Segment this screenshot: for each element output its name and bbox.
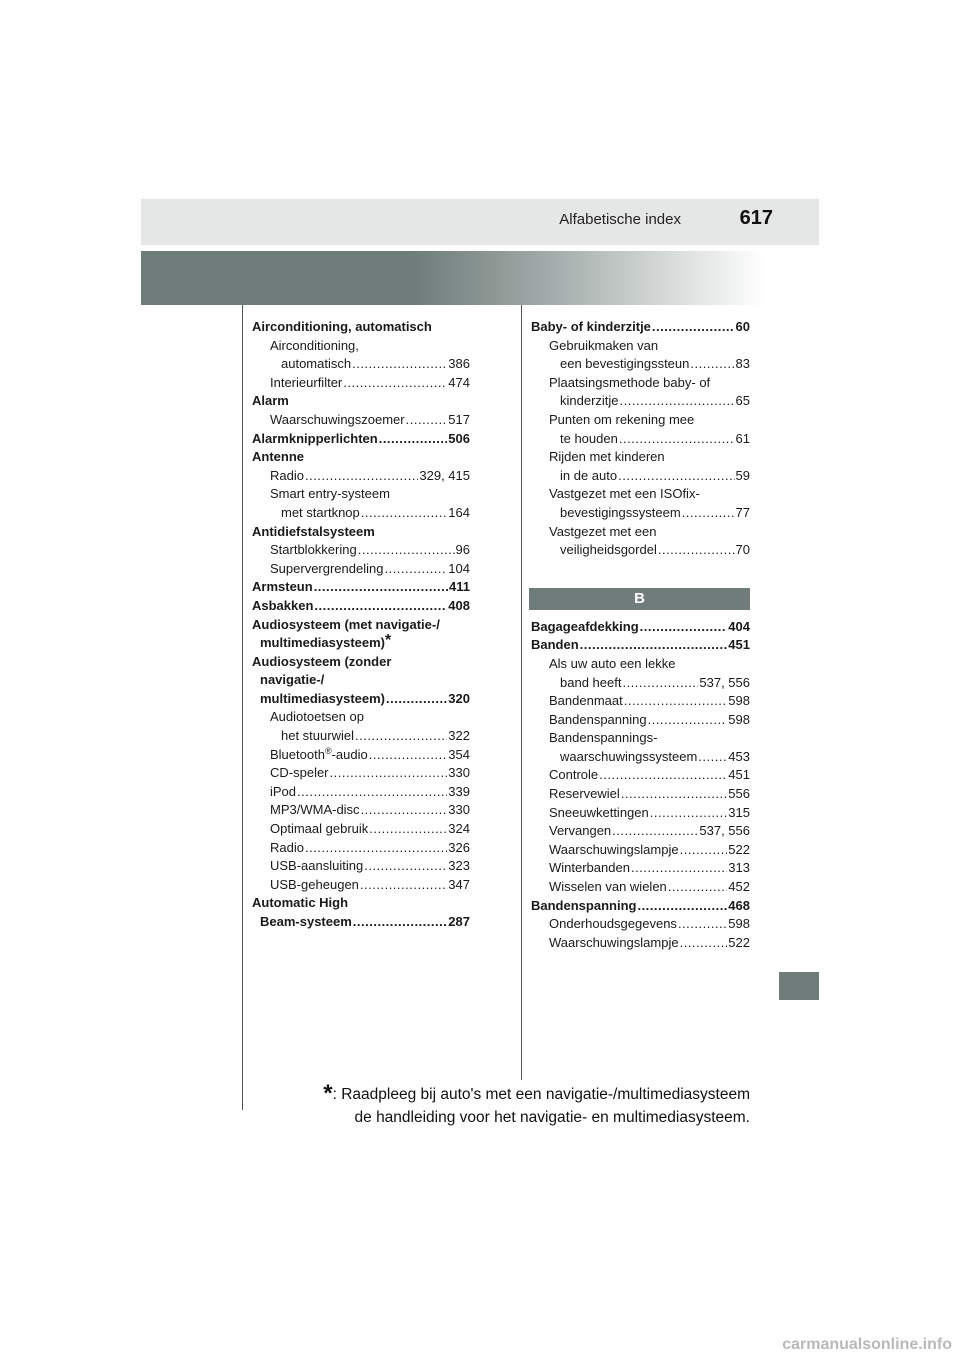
- dot-leader: [690, 355, 734, 374]
- dot-leader: [599, 766, 727, 785]
- index-entry: [531, 934, 750, 953]
- entry-label: Reservewiel: [549, 786, 620, 802]
- dot-leader: [680, 934, 728, 953]
- index-heading: Airconditioning,: [270, 337, 359, 353]
- entry-label: Interieurfilter: [270, 374, 343, 390]
- dot-leader: [330, 764, 448, 783]
- entry-page: 324: [448, 821, 470, 837]
- entry-label: waarschuwingssysteem: [560, 748, 698, 764]
- index-entry: [531, 878, 750, 897]
- index-heading: Audiosysteem (met navigatie-/: [252, 616, 440, 632]
- entry-page: 556: [728, 786, 750, 802]
- entry-label: Wisselen van wielen: [549, 879, 667, 895]
- index-entry: [531, 859, 750, 878]
- index-group-b: [531, 618, 750, 953]
- index-entry: [531, 841, 750, 860]
- index-entry: [531, 430, 750, 449]
- dot-leader: [640, 618, 728, 637]
- index-entry: [252, 430, 470, 449]
- header-title: Alfabetische index: [559, 211, 681, 228]
- dot-leader: [698, 748, 727, 767]
- index-entry: [252, 913, 470, 932]
- index-heading: Gebruikmaken van: [549, 337, 659, 353]
- index-heading: Punten om rekening mee: [549, 411, 695, 427]
- entry-page: 77: [735, 504, 750, 520]
- footnote-star: *: [323, 1080, 333, 1107]
- entry-label: Controle: [549, 767, 599, 783]
- index-entry: [531, 355, 750, 374]
- dot-leader: [668, 878, 728, 897]
- entry-label: Waarschuwingslampje: [549, 934, 679, 950]
- entry-label: USB-geheugen: [270, 876, 359, 892]
- index-entry: [531, 748, 750, 767]
- entry-label: Bluetooth®-audio: [270, 745, 368, 762]
- dot-leader: [652, 318, 735, 337]
- chapter-side-tab: [779, 972, 819, 1000]
- entry-page: 320: [448, 690, 470, 706]
- entry-page: 326: [448, 839, 470, 855]
- index-entry: [252, 504, 470, 523]
- index-heading: Audiotoetsen op: [270, 709, 364, 725]
- entry-label: Waarschuwingszoemer: [270, 411, 405, 427]
- index-entry: [252, 541, 470, 560]
- index-heading: Airconditioning, automatisch: [252, 319, 432, 334]
- index-column-left: [252, 318, 470, 932]
- dot-leader: [680, 841, 728, 860]
- dot-leader: [631, 859, 727, 878]
- entry-label: Sneeuwkettingen: [549, 804, 649, 820]
- dot-leader: [352, 355, 447, 374]
- index-group-baby: [531, 318, 750, 560]
- dot-leader: [360, 876, 447, 895]
- entry-page: 537, 556: [699, 674, 750, 690]
- entry-label: band heeft: [560, 674, 622, 690]
- index-entry: [531, 392, 750, 411]
- index-entry: [531, 467, 750, 486]
- entry-label: Bandenspanning: [531, 897, 637, 913]
- dot-leader: [297, 783, 447, 802]
- dot-leader: [658, 541, 735, 560]
- entry-page: 65: [735, 393, 750, 409]
- dot-leader: [619, 430, 735, 449]
- index-entry: [531, 804, 750, 823]
- dot-leader: [343, 374, 447, 393]
- index-heading: Rijden met kinderen: [549, 449, 665, 465]
- entry-label: Baby- of kinderzitje: [531, 319, 651, 334]
- index-entry: [531, 318, 750, 337]
- entry-label: Supervergrendeling: [270, 560, 384, 576]
- entry-page: 61: [735, 430, 750, 446]
- dot-leader: [305, 467, 418, 486]
- entry-label: een bevestigingssteun: [560, 356, 690, 372]
- entry-label: Bandenmaat: [549, 693, 623, 709]
- index-entry: [252, 820, 470, 839]
- entry-page: 83: [735, 356, 750, 372]
- entry-page: 598: [728, 693, 750, 709]
- dot-leader: [355, 727, 447, 746]
- index-entry: [531, 785, 750, 804]
- index-entry: [531, 897, 750, 916]
- entry-page: 537, 556: [699, 823, 750, 839]
- dot-leader: [580, 636, 728, 655]
- entry-label: Startblokkering: [270, 542, 357, 558]
- entry-page: 451: [728, 767, 750, 783]
- index-entry: [252, 876, 470, 895]
- entry-page: 522: [728, 934, 750, 950]
- index-entry: [531, 636, 750, 655]
- entry-page: 315: [728, 804, 750, 820]
- entry-page: 60: [735, 319, 750, 334]
- index-entry: [531, 915, 750, 934]
- index-entry: [531, 711, 750, 730]
- entry-page: 330: [448, 802, 470, 818]
- dot-leader: [637, 897, 727, 916]
- entry-label: Asbakken: [252, 597, 314, 613]
- index-heading: navigatie-/: [260, 672, 325, 688]
- index-entry: [252, 783, 470, 802]
- index-heading: Audiosysteem (zonder: [252, 653, 392, 669]
- dot-leader: [361, 504, 448, 523]
- registered-mark: ®: [324, 745, 332, 756]
- index-heading: Vastgezet met een ISOfix-: [549, 486, 700, 502]
- entry-page: 468: [728, 897, 750, 913]
- entry-page: 330: [448, 765, 470, 781]
- index-entry: [252, 560, 470, 579]
- index-entry: [531, 504, 750, 523]
- entry-page: 411: [449, 579, 470, 595]
- dot-leader: [314, 597, 447, 616]
- index-entry: [252, 355, 470, 374]
- index-entry: [252, 764, 470, 783]
- column-divider: [521, 305, 522, 1080]
- entry-page: 453: [728, 748, 750, 764]
- entry-label: kinderzitje: [560, 393, 619, 409]
- index-entry: [252, 727, 470, 746]
- dot-leader: [406, 411, 448, 430]
- footnote-line-1: *: Raadpleeg bij auto's met een navigatie-/multimediasysteem: [323, 1080, 750, 1107]
- index-heading: Als uw auto een lekke: [549, 655, 676, 671]
- entry-label: het stuurwiel: [281, 728, 354, 744]
- dot-leader: [648, 711, 728, 730]
- index-heading: Automatic High: [252, 895, 349, 911]
- entry-page: 598: [728, 916, 750, 932]
- entry-label: CD-speler: [270, 765, 329, 781]
- index-entry: [252, 839, 470, 858]
- index-entry: [252, 690, 470, 709]
- dot-leader: [364, 857, 447, 876]
- entry-page: 517: [448, 411, 470, 427]
- index-heading: Vastgezet met een: [549, 523, 657, 539]
- entry-label: Waarschuwingslampje: [549, 841, 679, 857]
- entry-label: met startknop: [281, 504, 360, 520]
- dot-leader: [612, 822, 698, 841]
- entry-page: 104: [448, 560, 470, 576]
- index-entry: [252, 746, 470, 765]
- dot-leader: [618, 467, 734, 486]
- index-entry: [252, 801, 470, 820]
- dot-leader: [682, 504, 735, 523]
- entry-page: 70: [735, 542, 750, 558]
- entry-label: Onderhoudsgegevens: [549, 916, 677, 932]
- entry-label: veiligheidsgordel: [560, 542, 657, 558]
- chapter-band: [141, 251, 819, 305]
- dot-leader: [314, 578, 448, 597]
- dot-leader: [361, 801, 448, 820]
- entry-label: Alarmknipperlichten: [252, 430, 378, 446]
- index-heading: Bandenspannings-: [549, 730, 658, 746]
- entry-page: 474: [448, 374, 470, 390]
- entry-page: 339: [448, 783, 470, 799]
- index-entry: [531, 692, 750, 711]
- entry-page: 287: [448, 914, 470, 929]
- dot-leader: [386, 690, 447, 709]
- entry-page: 347: [448, 876, 470, 892]
- watermark: carmanualsonline.info: [782, 1336, 952, 1353]
- index-entry: [531, 822, 750, 841]
- page-number: 617: [739, 207, 773, 229]
- entry-label: Winterbanden: [549, 860, 630, 876]
- entry-page: 322: [448, 728, 470, 744]
- dot-leader: [305, 839, 447, 858]
- entry-label: Armsteun: [252, 579, 313, 595]
- left-column-rule: [242, 305, 243, 1110]
- entry-label: Radio: [270, 839, 304, 855]
- entry-page: 506: [448, 430, 470, 446]
- entry-page: 96: [455, 542, 470, 558]
- entry-label: Beam-systeem: [260, 914, 352, 929]
- footnote: [323, 1082, 750, 1129]
- entry-label: automatisch: [281, 356, 352, 372]
- entry-page: 354: [448, 746, 470, 762]
- entry-label: Banden: [531, 637, 579, 653]
- entry-page: 598: [728, 711, 750, 727]
- entry-page: 313: [728, 860, 750, 876]
- index-entry: [252, 597, 470, 616]
- dot-leader: [369, 820, 447, 839]
- index-entry: [252, 857, 470, 876]
- entry-page: 59: [735, 467, 750, 483]
- dot-leader: [650, 804, 728, 823]
- dot-leader: [621, 785, 727, 804]
- entry-page: 408: [448, 597, 470, 613]
- entry-label: MP3/WMA-disc: [270, 802, 360, 818]
- index-entry: [252, 411, 470, 430]
- dot-leader: [384, 560, 447, 579]
- entry-page: 522: [728, 841, 750, 857]
- entry-page: 329, 415: [419, 467, 470, 483]
- entry-label: multimediasysteem): [260, 690, 385, 706]
- entry-page: 323: [448, 858, 470, 874]
- index-column-right: [531, 318, 750, 952]
- index-heading: Plaatsingsmethode baby- of: [549, 374, 711, 390]
- entry-label: Bagageafdekking: [531, 618, 639, 634]
- entry-label: Vervangen: [549, 823, 612, 839]
- entry-label: USB-aansluiting: [270, 858, 364, 874]
- index-heading: Alarm: [252, 393, 289, 409]
- dot-leader: [369, 746, 448, 765]
- dot-leader: [620, 392, 735, 411]
- index-entry: [252, 467, 470, 486]
- footnote-line-2: de handleiding voor het navigatie- en multimediasysteem.: [354, 1109, 750, 1126]
- footnote-star-ref: *: [385, 632, 392, 650]
- page-header: [141, 199, 819, 245]
- dot-leader: [379, 430, 448, 449]
- index-heading: multimediasysteem)*: [260, 632, 392, 651]
- section-letter-band: B: [529, 588, 750, 610]
- entry-label: te houden: [560, 430, 618, 446]
- dot-leader: [358, 541, 455, 560]
- dot-leader: [678, 915, 727, 934]
- dot-leader: [622, 674, 698, 693]
- entry-label: in de auto: [560, 467, 618, 483]
- entry-label: iPod: [270, 783, 297, 799]
- index-entry: [252, 374, 470, 393]
- index-entry: [531, 541, 750, 560]
- index-heading: Antenne: [252, 449, 304, 465]
- index-entry: [531, 674, 750, 693]
- entry-label: Optimaal gebruik: [270, 821, 369, 837]
- entry-page: 404: [728, 618, 750, 634]
- dot-leader: [624, 692, 728, 711]
- entry-label: bevestigingssysteem: [560, 504, 681, 520]
- index-entry: [531, 618, 750, 637]
- entry-label: Radio: [270, 467, 304, 483]
- entry-page: 451: [728, 637, 750, 653]
- entry-page: 386: [448, 356, 470, 372]
- index-entry: [531, 766, 750, 785]
- index-heading: Antidiefstalsysteem: [252, 523, 375, 539]
- entry-label: Bandenspanning: [549, 711, 647, 727]
- entry-page: 164: [448, 504, 470, 520]
- entry-page: 452: [728, 879, 750, 895]
- index-entry: [252, 578, 470, 597]
- dot-leader: [353, 913, 448, 932]
- index-heading: Smart entry-systeem: [270, 486, 390, 502]
